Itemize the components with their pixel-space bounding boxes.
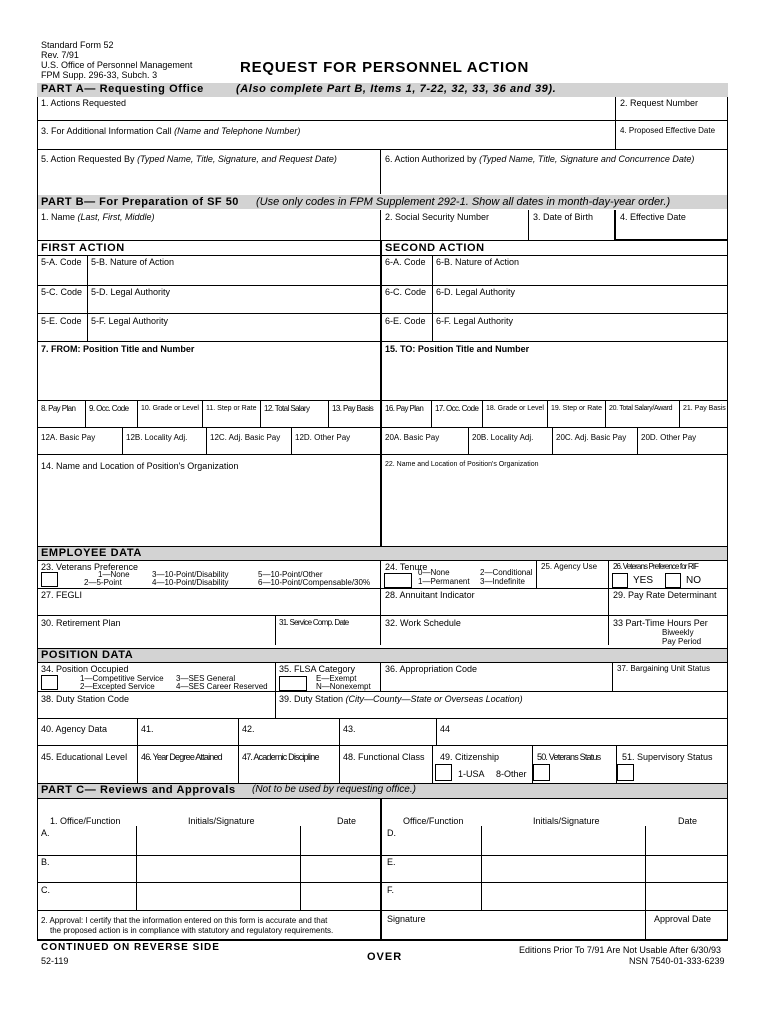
po-option-4: 4—SES Career Reserved [176,682,268,691]
step-to-label: 19. Step or Rate [551,405,602,412]
grade-to-label: 18. Grade or Level [486,405,544,412]
duty-station-code-label: 38. Duty Station Code [41,694,130,704]
divider [612,663,613,691]
org-location-to-label: 22. Name and Location of Position's Organization [385,461,539,468]
center-divider [380,241,382,547]
divider [37,285,728,286]
tenure-option-2: 2—Conditional [480,568,533,577]
divider [645,826,646,940]
code-6c-label: 6-C. Code [385,287,427,297]
to-position-label: 15. TO: Position Title and Number [385,344,530,354]
tenure-option-1: 1—Permanent [418,577,470,586]
divider [37,691,728,692]
divider [436,719,437,745]
divider [37,149,728,150]
citizenship-usa-label: 1-USA [458,769,485,779]
divider [206,428,207,454]
divider [275,616,276,645]
continued-notice: CONTINUED ON REVERSE SIDE [41,942,220,953]
name-label: 1. Name (Last, First, Middle) [41,212,155,222]
position-occupied-box[interactable] [41,675,58,690]
code-6a-label: 6-A. Code [385,257,426,267]
vp-option-4: 4—10-Point/Disability [152,578,229,587]
form-number: 52-119 [41,956,69,966]
pay-rate-determinant-label: 29. Pay Rate Determinant [613,590,717,600]
basic-pay-label: 12A. Basic Pay [41,433,96,442]
other-pay-to-label: 20D. Other Pay [641,433,697,442]
flsa-exempt: E—Exempt [316,674,357,683]
divider [37,341,728,342]
action-authorized-by-label: 6. Action Authorized by (Typed Name, Title, Signature and Concurrence Date) [385,154,695,164]
vp-option-5: 5—10-Point/Other [258,570,323,579]
office-function-header-right: Office/Function [403,816,464,826]
legal-6d-label: 6-D. Legal Authority [436,287,516,297]
review-row-a: A. [41,828,50,838]
divider [202,401,203,427]
part-time-hours-label: 33 Part-Time Hours Per [613,618,708,628]
position-occupied-label: 34. Position Occupied [41,664,129,674]
tenure-option-0: 0—None [418,568,450,577]
pay-plan-to-label: 16. Pay Plan [385,404,424,413]
total-salary-label: 12. Total Salary [264,404,310,413]
code-5a-label: 5-A. Code [41,257,82,267]
divider [137,401,138,427]
effective-date-label: 4. Effective Date [620,212,686,222]
divider [37,255,728,256]
biweekly-label: Biweekly [662,628,694,637]
other-pay-label: 12D. Other Pay [295,433,351,442]
code-5c-label: 5-C. Code [41,287,83,297]
supplement-line: FPM Supp. 296-33, Subch. 3 [41,70,158,80]
part-c-heading: PART C— Reviews and Approvals [41,784,236,796]
divider [37,120,728,121]
code-6e-label: 6-E. Code [385,316,426,326]
adj-basic-pay-label: 12C. Adj. Basic Pay [210,433,281,442]
divider [468,428,469,454]
divider [260,401,261,427]
grade-label: 10. Grade or Level [141,405,199,412]
supervisory-status-checkbox[interactable] [617,764,634,781]
po-option-3: 3—SES General [176,674,236,683]
rif-yes-checkbox[interactable] [612,573,628,588]
agency-data-label: 40. Agency Data [41,724,108,734]
citizenship-label: 49. Citizenship [440,752,500,762]
part-b-note: (Use only codes in FPM Supplement 292-1. Show all dates in month-day-year order.) [256,196,671,208]
divider [87,256,88,341]
divider [238,719,239,784]
veterans-rif-label: 26. Veterans Preference for RIF [613,562,699,571]
actions-requested-label: 1. Actions Requested [41,98,127,108]
additional-info-label: 3. For Additional Information Call (Name and Telephone Number) [41,126,301,136]
divider [37,400,728,401]
step-label: 11. Step or Rate [206,405,257,412]
left-border [37,97,38,940]
form-title: REQUEST FOR PERSONNEL ACTION [240,59,530,76]
review-row-c: C. [41,885,50,895]
divider [380,663,381,691]
pay-basis-to-label: 21. Pay Basis [683,405,726,412]
legal-6f-label: 6-F. Legal Authority [436,316,514,326]
from-position-label: 7. FROM: Position Title and Number [41,344,195,354]
first-action-heading: FIRST ACTION [41,242,125,254]
center-divider-c [380,799,382,940]
vp-option-1: 1—None [98,570,130,579]
review-row-b: B. [41,857,50,867]
divider [291,428,292,454]
approval-statement-2: the proposed action is in compliance with statutory and regulatory requirements. [50,926,334,935]
locality-adj-to-label: 20B. Locality Adj. [472,433,534,442]
divider [37,615,728,616]
approval-date-label: Approval Date [654,914,712,924]
divider [37,560,728,561]
veterans-status-label: 50. Veterans Status [537,752,601,762]
nature-6b-label: 6-B. Nature of Action [436,257,520,267]
divider [380,150,381,194]
code-5e-label: 5-E. Code [41,316,82,326]
part-b-heading: PART B— For Preparation of SF 50 [41,196,239,208]
review-row-d: D. [387,828,396,838]
approval-statement-1: 2. Approval: I certify that the information entered on this form is accurate and that [41,916,328,925]
part-a-heading: PART A— Requesting Office [41,83,204,95]
right-border [727,97,728,940]
vp-option-2: 2—5-Point [84,578,122,587]
org-location-label: 14. Name and Location of Position's Organization [41,461,239,471]
po-option-2: 2—Excepted Service [80,682,155,691]
divider [37,882,728,883]
field-41-label: 41. [141,724,154,734]
appropriation-code-label: 36. Appropriation Code [385,664,478,674]
request-number-label: 2. Request Number [620,98,699,108]
divider [552,428,553,454]
vp-option-3: 3—10-Point/Disability [152,570,229,579]
review-row-e: E. [387,857,396,867]
veterans-preference-label: 23. Veterans Preference [41,562,139,572]
divider [37,718,728,719]
nsn-number: NSN 7540-01-333-6239 [629,956,725,966]
ssn-label: 2. Social Security Number [385,212,490,222]
divider [339,719,340,784]
adj-basic-pay-to-label: 20C. Adj. Basic Pay [556,433,627,442]
divider [122,428,123,454]
locality-adj-label: 12B. Locality Adj. [126,433,188,442]
divider [137,719,138,784]
veterans-preference-box[interactable] [41,572,58,587]
rif-no-label: NO [686,575,701,586]
field-44-label: 44 [440,724,451,734]
divider [380,210,381,240]
over-label: OVER [367,951,403,963]
occ-code-to-label: 17. Occ. Code [435,404,479,413]
educational-level-label: 45. Educational Level [41,752,128,762]
divider [431,401,432,427]
action-requested-by-label: 5. Action Requested By (Typed Name, Title, Signature, and Request Date) [41,154,337,164]
employee-data-heading: EMPLOYEE DATA [41,547,142,559]
flsa-box[interactable] [279,676,307,691]
flsa-nonexempt: N—Nonexempt [316,682,371,691]
annuitant-indicator-label: 28. Annuitant Indicator [385,590,475,600]
part-a-note: (Also complete Part B, Items 1, 7-22, 32, 33, 36 and 39). [236,83,557,95]
editions-notice: Editions Prior To 7/91 Are Not Usable After 6/30/93 [519,945,721,955]
divider [615,97,616,149]
divider [547,401,548,427]
field-43-label: 43. [343,724,356,734]
divider [300,826,301,910]
divider [37,454,728,455]
tenure-box[interactable] [384,573,412,588]
review-row-f: F. [387,885,395,895]
work-schedule-label: 32. Work Schedule [385,618,461,628]
supervisory-status-label: 51. Supervisory Status [622,752,713,762]
divider [136,826,137,910]
rif-yes-label: YES [633,575,654,586]
divider [328,401,329,427]
nature-5b-label: 5-B. Nature of Action [91,257,175,267]
divider [275,663,276,691]
signature-label: Signature [387,914,426,924]
agency-line: U.S. Office of Personnel Management [41,60,193,70]
second-action-heading: SECOND ACTION [385,242,485,254]
retirement-plan-label: 30. Retirement Plan [41,618,121,628]
bargaining-unit-label: 37. Bargaining Unit Status [617,664,710,673]
revision-line: Rev. 7/91 [41,50,79,60]
divider [605,401,606,427]
date-header: Date [337,816,357,826]
citizenship-checkbox[interactable] [435,764,452,781]
occ-code-label: 9. Occ. Code [89,404,129,413]
divider [37,588,728,589]
flsa-category-label: 35. FLSA Category [279,664,356,674]
divider [37,648,728,649]
divider [432,256,433,341]
pay-basis-label: 13. Pay Basis [332,404,374,413]
divider [37,240,728,241]
initials-signature-header-right: Initials/Signature [533,816,600,826]
divider [528,210,529,240]
divider [679,401,680,427]
basic-pay-to-label: 20A. Basic Pay [385,433,440,442]
tenure-option-3: 3—Indefinite [480,577,525,586]
divider [37,745,728,746]
initials-signature-header: Initials/Signature [188,816,255,826]
divider [380,561,381,645]
divider [275,692,276,718]
agency-use-label: 25. Agency Use [541,562,598,571]
divider [37,313,728,314]
pay-period-label: Pay Period [662,637,702,646]
divider [637,428,638,454]
bottom-border [37,939,728,941]
divider [536,561,537,589]
divider [614,210,616,241]
divider [85,401,86,427]
proposed-effective-date-label: 4. Proposed Effective Date [620,126,716,135]
tenure-label: 24. Tenure [385,562,428,572]
position-data-bar [37,649,728,662]
year-degree-label: 46. Year Degree Attained [141,752,222,762]
position-data-heading: POSITION DATA [41,649,134,661]
po-option-1: 1—Competitive Service [80,674,164,683]
pay-plan-label: 8. Pay Plan [41,404,76,413]
divider [481,826,482,910]
office-function-header: 1. Office/Function [50,816,121,826]
divider [37,427,728,428]
divider [432,746,433,784]
dob-label: 3. Date of Birth [533,212,594,222]
legal-5d-label: 5-D. Legal Authority [91,287,171,297]
veterans-status-checkbox[interactable] [533,764,550,781]
rif-no-checkbox[interactable] [665,573,681,588]
fegli-label: 27. FEGLI [41,590,83,600]
field-42-label: 42. [242,724,255,734]
duty-station-label: 39. Duty Station (City—County—State or Overseas Location) [279,694,523,704]
divider [37,910,728,911]
form-id-line: Standard Form 52 [41,40,114,50]
part-c-note: (Not to be used by requesting office.) [252,784,416,795]
divider [608,561,609,645]
divider [37,855,728,856]
service-comp-date-label: 31. Service Comp. Date [279,618,349,627]
date-header-right: Date [678,816,698,826]
divider [482,401,483,427]
functional-class-label: 48. Functional Class [343,752,425,762]
citizenship-other-label: 8-Other [496,769,527,779]
divider [37,662,728,663]
divider [37,798,728,799]
vp-option-6: 6—10-Point/Compensable/30% [258,578,371,587]
legal-5f-label: 5-F. Legal Authority [91,316,169,326]
total-salary-award-label: 20. Total Salary/Award [609,405,673,412]
academic-discipline-label: 47. Academic Discipline [242,752,319,762]
